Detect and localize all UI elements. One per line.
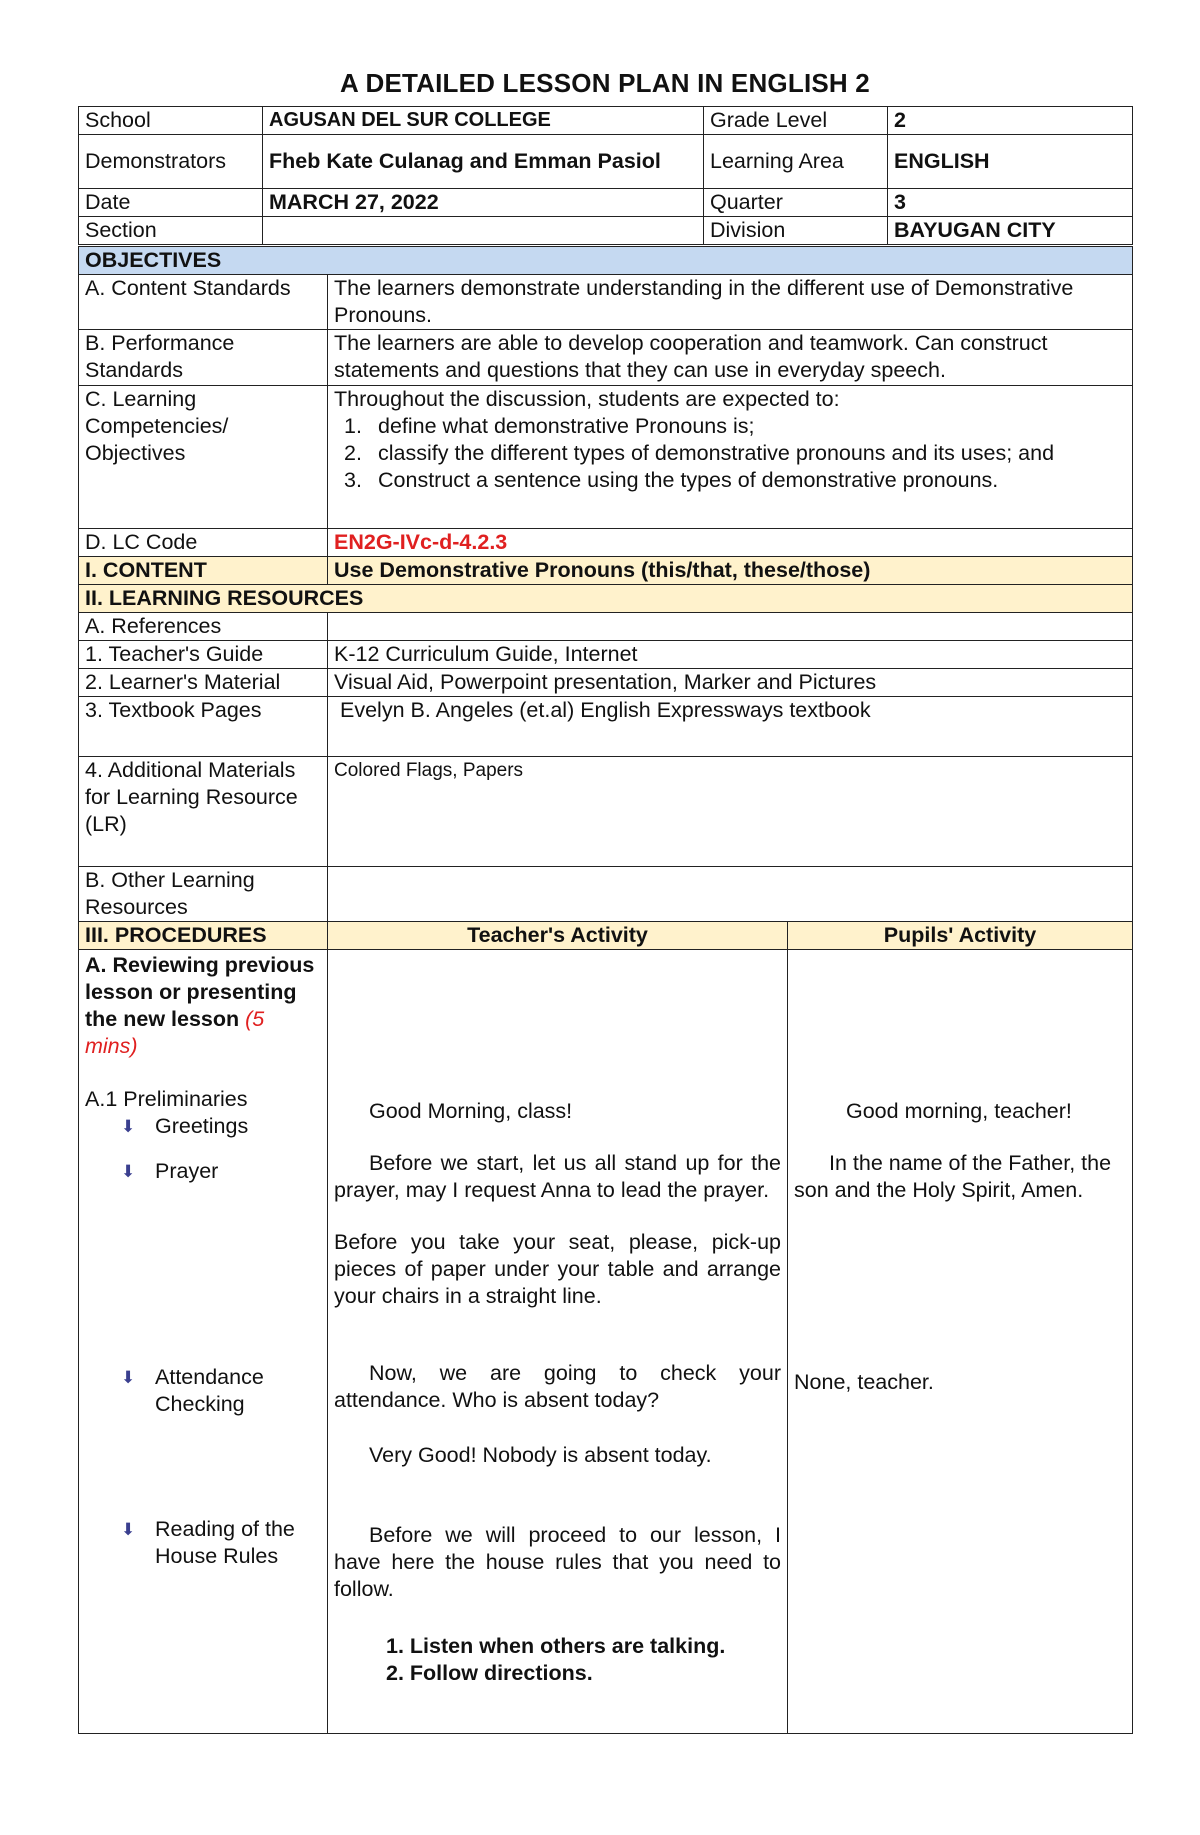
additional-materials-value: Colored Flags, Papers bbox=[328, 757, 1133, 867]
grade-label: Grade Level bbox=[704, 107, 888, 135]
list-item: 2. classify the different types of demonstrative pronouns and its uses; and bbox=[344, 441, 1055, 465]
section-value bbox=[263, 217, 704, 245]
procedure-steps-cell bbox=[79, 950, 328, 1734]
school-value: AGUSAN DEL SUR COLLEGE bbox=[263, 107, 704, 135]
teacher-activity-header: Teacher's Activity bbox=[328, 922, 788, 950]
textbook-pages-label: 3. Textbook Pages bbox=[79, 697, 328, 757]
teacher-house-rules: Before we will proceed to our lesson, I have here the house rules that you need to follow. bbox=[334, 1523, 781, 1601]
lc-code-value: EN2G-IVc-d-4.2.3 bbox=[328, 529, 1133, 557]
teacher-prayer: Before we start, let us all stand up for the prayer, may I request Anna to lead the prayer. bbox=[334, 1151, 781, 1202]
list-item: 1. define what demonstrative Pronouns is; bbox=[344, 414, 755, 438]
quarter-value: 3 bbox=[888, 189, 1133, 217]
info-table bbox=[78, 106, 1133, 245]
house-rule-2: 2. Follow directions. bbox=[386, 1661, 593, 1685]
area-value: ENGLISH bbox=[888, 135, 1133, 189]
demo-label: Demonstrators bbox=[79, 135, 263, 189]
procedures-label: III. PROCEDURES bbox=[79, 922, 328, 950]
grade-value: 2 bbox=[888, 107, 1133, 135]
content-label: I. CONTENT bbox=[79, 557, 328, 585]
competencies-label: C. Learning Competencies/ Objectives bbox=[79, 386, 328, 529]
school-label: School bbox=[79, 107, 263, 135]
arrow-bullet-icon: ⬇ bbox=[121, 1520, 136, 1539]
house-rules-item: ⬇ Reading of the House Rules bbox=[121, 1517, 295, 1568]
step-a-time: (5 mins) bbox=[85, 1007, 265, 1058]
resources-header: II. LEARNING RESOURCES bbox=[79, 585, 1133, 613]
date-label: Date bbox=[79, 189, 263, 217]
arrow-bullet-icon: ⬇ bbox=[121, 1368, 136, 1387]
teacher-attendance: Now, we are going to check your attendance. Who is absent today? bbox=[334, 1361, 781, 1412]
greetings-item: ⬇ Greetings bbox=[121, 1114, 249, 1138]
content-standards-value: The learners demonstrate understanding in the different use of Demonstrative Pronouns. bbox=[328, 275, 1133, 330]
quarter-label: Quarter bbox=[704, 189, 888, 217]
date-value: MARCH 27, 2022 bbox=[263, 189, 704, 217]
additional-materials-label: 4. Additional Materials for Learning Resource (LR) bbox=[79, 757, 328, 867]
teachers-guide-value: K-12 Curriculum Guide, Internet bbox=[328, 641, 1133, 669]
performance-standards-label: B. Performance Standards bbox=[79, 330, 328, 386]
demo-value: Fheb Kate Culanag and Emman Pasiol bbox=[263, 135, 704, 189]
competencies-intro: Throughout the discussion, students are expected to: bbox=[334, 387, 840, 411]
pupil-attendance: None, teacher. bbox=[794, 1370, 934, 1394]
content-value: Use Demonstrative Pronouns (this/that, these/those) bbox=[328, 557, 1133, 585]
other-resources-label: B. Other Learning Resources bbox=[79, 867, 328, 922]
arrow-bullet-icon: ⬇ bbox=[121, 1162, 136, 1181]
section-label: Section bbox=[79, 217, 263, 245]
objectives-header: OBJECTIVES bbox=[79, 247, 1133, 275]
area-label: Learning Area bbox=[704, 135, 888, 189]
references-label: A. References bbox=[79, 613, 328, 641]
pupils-activity-cell bbox=[788, 950, 1133, 1734]
teachers-guide-label: 1. Teacher's Guide bbox=[79, 641, 328, 669]
performance-standards-value: The learners are able to develop cooperation and teamwork. Can construct statements and questions that they can use in everyday speech. bbox=[328, 330, 1133, 386]
pupils-activity-header: Pupils' Activity bbox=[788, 922, 1133, 950]
lesson-table bbox=[78, 246, 1133, 1734]
teacher-seat: Before you take your seat, please, pick-up pieces of paper under your table and arrange your chairs in a straight line. bbox=[334, 1230, 781, 1308]
pupil-prayer: In the name of the Father, the son and the Holy Spirit, Amen. bbox=[794, 1151, 1112, 1202]
house-rule-1: 1. Listen when others are talking. bbox=[386, 1634, 726, 1658]
textbook-pages-value: Evelyn B. Angeles (et.al) English Expressways textbook bbox=[328, 697, 1133, 757]
learners-material-label: 2. Learner's Material bbox=[79, 669, 328, 697]
arrow-bullet-icon: ⬇ bbox=[121, 1117, 136, 1136]
teacher-activity-cell bbox=[328, 950, 788, 1734]
page-title: A DETAILED LESSON PLAN IN ENGLISH 2 bbox=[340, 68, 870, 98]
division-value: BAYUGAN CITY bbox=[888, 217, 1133, 245]
content-standards-label: A. Content Standards bbox=[79, 275, 328, 330]
preliminaries-label: A.1 Preliminaries bbox=[85, 1087, 248, 1111]
division-label: Division bbox=[704, 217, 888, 245]
list-item: 3. Construct a sentence using the types of demonstrative pronouns. bbox=[344, 468, 999, 492]
attendance-item: ⬇ Attendance Checking bbox=[121, 1365, 264, 1416]
competencies-cell bbox=[328, 386, 1133, 529]
pupil-greeting: Good morning, teacher! bbox=[846, 1099, 1072, 1123]
lc-code-label: D. LC Code bbox=[79, 529, 328, 557]
competencies-list bbox=[334, 413, 1126, 494]
learners-material-value: Visual Aid, Powerpoint presentation, Marker and Pictures bbox=[328, 669, 1133, 697]
teacher-greeting: Good Morning, class! bbox=[369, 1099, 573, 1123]
teacher-very-good: Very Good! Nobody is absent today. bbox=[369, 1443, 712, 1467]
prayer-item: ⬇ Prayer bbox=[121, 1159, 219, 1183]
step-a-title: A. Reviewing previous lesson or presenting the new lesson bbox=[85, 953, 315, 1031]
